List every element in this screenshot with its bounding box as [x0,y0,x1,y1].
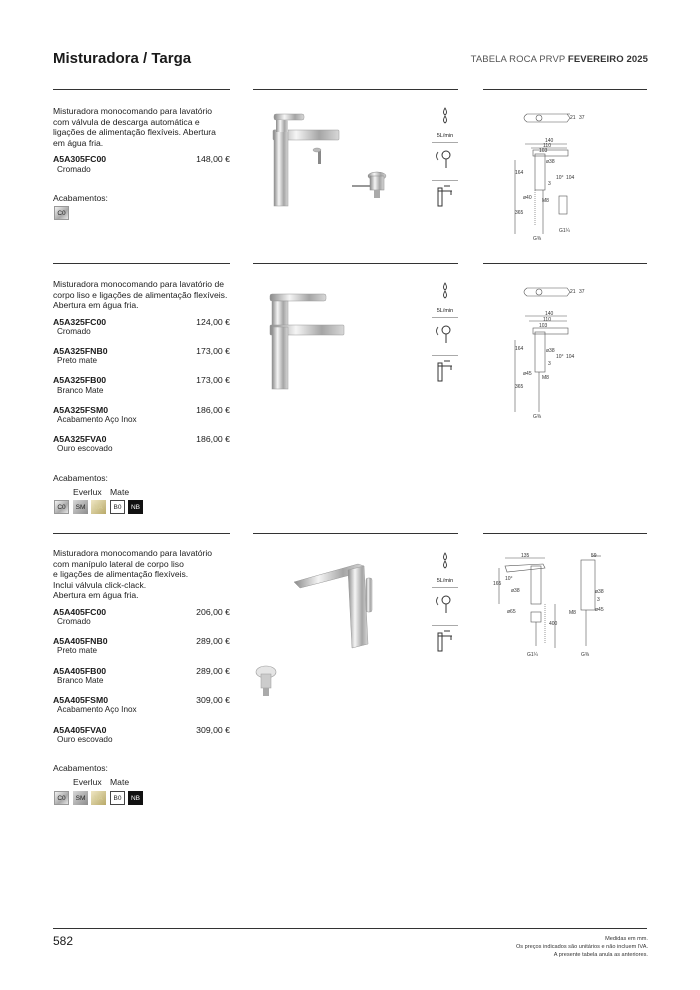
section-divider [53,89,230,90]
footer-note: Medidas em mm. [605,936,648,942]
dim-w1: 140 [545,138,554,144]
technical-drawing [485,548,647,660]
technical-drawing [495,280,605,422]
dim-h2: 400 [549,621,558,627]
faucet-image [262,288,352,393]
swatch-b0: B0 [110,500,125,514]
faucet-image [288,558,388,658]
dim-d38: ø38 [546,159,555,165]
finish-name: Ouro escovado [57,735,113,744]
dim-g1: G1¼ [527,652,538,658]
single-lever-icon [432,591,458,617]
footer-note: Os preços indicados são unitários e não incluem IVA. [515,944,648,950]
dim-a1: 10° [505,576,513,582]
swatch-b0: B0 [110,791,125,805]
dim-m8: M8 [569,610,576,616]
dim-w2: 110 [543,317,551,323]
product-price: 206,00 € [196,607,230,617]
dim-top2: 37 [579,289,585,295]
footer-divider [53,928,647,929]
product-price: 309,00 € [196,725,230,735]
swatch-c0: C0 [54,206,69,220]
faucet-image [262,102,402,212]
product-price: 186,00 € [196,405,230,415]
dim-d40: ø40 [523,195,532,201]
dim-w3: 103 [539,148,548,154]
dim-w1: 140 [545,311,554,317]
dim-m8: M8 [542,198,549,204]
dim-g: G⅜ [533,414,542,420]
dim-3: 3 [597,597,600,603]
swatch-sm: SM [73,791,88,805]
dim-3: 3 [548,181,551,187]
product-price: 309,00 € [196,695,230,705]
finish-name: Acabamento Aço Inox [57,705,137,714]
finishes-label: Acabamentos: [53,763,108,773]
page-title: Misturadora / Targa [53,50,192,67]
dim-d38b: ø38 [595,589,604,595]
basin-mixer-icon [432,629,458,655]
single-lever-icon [432,146,458,172]
single-lever-icon [432,321,458,347]
product-code: A5A325FC00 [53,317,107,327]
product-code: A5A325FB00 [53,375,107,385]
section-divider [483,533,647,534]
swatch-c0: C0 [54,500,69,514]
finish-name: Acabamento Aço Inox [57,415,137,424]
product-price: 124,00 € [196,317,230,327]
water-drop-icon [432,106,458,130]
product-code: A5A325FVA0 [53,434,107,444]
finish-name: Cromado [57,617,91,626]
finish-name: Ouro escovado [57,444,113,453]
footer-note: A presente tabela anula as anteriores. [553,952,648,958]
product-price: 148,00 € [196,154,230,164]
dim-104: 104 [566,175,575,181]
basin-mixer-icon [432,184,458,210]
dim-top: 21 [570,289,576,295]
dim-d65: ø65 [507,609,516,615]
swatch-nb: NB [128,500,143,514]
catalog-header [471,54,648,65]
swatch-sm: SM [73,500,88,514]
finish-name: Cromado [57,165,91,174]
section-divider [253,89,458,90]
section-divider [483,89,647,90]
finishes-label: Acabamentos: [53,193,108,203]
click-clack-valve-image [254,664,278,698]
catalog-name: TABELA ROCA PRVP [470,54,566,65]
section-divider [53,263,230,264]
section-divider [253,533,458,534]
water-drop-icon [432,281,458,305]
dim-top: 21 [570,115,576,121]
finish-name: Preto mate [57,356,98,365]
feature-icons [432,281,458,390]
dim-g: G⅜ [581,652,590,658]
technical-drawing [495,106,605,246]
product-code: A5A405FVA0 [53,725,107,735]
finish-name: Preto mate [57,646,98,655]
swatch-va: VA [91,791,106,805]
finish-name: Cromado [57,327,91,336]
finish-group-mate: Mate [110,777,130,787]
product-code: A5A405FC00 [53,607,107,617]
dim-m8: M8 [542,375,549,381]
product-description: Misturadora monocomando para lavatório com válvula de descarga automática e ligações de alimentação flexíveis. Abertura em água fria. [53,106,216,148]
product-description: Misturadora monocomando para lavatório de corpo liso e ligações de alimentação flexíveis. Abertura em água fria. [53,279,228,311]
dim-g: G⅜ [533,236,542,242]
dim-h2: 365 [515,210,524,216]
finish-name: Branco Mate [57,676,104,685]
dim-w1: 135 [521,553,530,559]
page-number: 582 [53,934,74,948]
feature-icons [432,106,458,215]
dim-h1: 165 [493,581,502,587]
dim-d38: ø38 [511,588,520,594]
product-code: A5A325FSM0 [53,405,109,415]
water-drop-icon [432,551,458,575]
product-code: A5A305FC00 [53,154,107,164]
product-code: A5A405FSM0 [53,695,109,705]
section-divider [53,533,230,534]
finish-group-everlux: Everlux [73,487,102,497]
feature-icons [432,551,458,660]
finishes-label: Acabamentos: [53,473,108,483]
dim-3: 3 [548,361,551,367]
product-description: Misturadora monocomando para lavatório com manípulo lateral de corpo liso e ligações de alimentação flexíveis. Inclui válvula click-clack. Abertura em água fria. [53,548,213,601]
dim-d45: ø45 [595,607,604,613]
dim-a1: 10° [556,354,564,360]
product-price: 173,00 € [196,346,230,356]
dim-h1: 164 [515,346,524,352]
dim-w2: 110 [543,143,551,149]
flow-rate: 5L/min [436,133,454,139]
finish-group-mate: Mate [110,487,130,497]
swatch-c0: C0 [54,791,69,805]
finish-group-everlux: Everlux [73,777,102,787]
product-price: 186,00 € [196,434,230,444]
product-price: 173,00 € [196,375,230,385]
catalog-edition: FEVEREIRO 2025 [567,54,648,65]
basin-mixer-icon [432,359,458,385]
dim-h1: 164 [515,170,524,176]
flow-rate: 5L/min [436,578,454,584]
dim-g2: G1¼ [559,228,570,234]
product-code: A5A325FNB0 [53,346,108,356]
flow-rate: 5L/min [436,308,454,314]
swatch-va: VA [91,500,106,514]
dim-104: 104 [566,354,575,360]
dim-h2: 365 [515,384,524,390]
dim-w3: 103 [539,323,548,329]
swatch-nb: NB [128,791,143,805]
dim-d38: ø38 [546,348,555,354]
section-divider [483,263,647,264]
product-price: 289,00 € [196,636,230,646]
dim-d45: ø45 [523,371,532,377]
product-price: 289,00 € [196,666,230,676]
section-divider [253,263,458,264]
dim-top2: 37 [579,115,585,121]
finish-name: Branco Mate [57,386,104,395]
dim-w2: 59 [591,553,597,559]
product-code: A5A405FNB0 [53,636,108,646]
product-code: A5A405FB00 [53,666,107,676]
dim-a1: 10° [556,175,564,181]
